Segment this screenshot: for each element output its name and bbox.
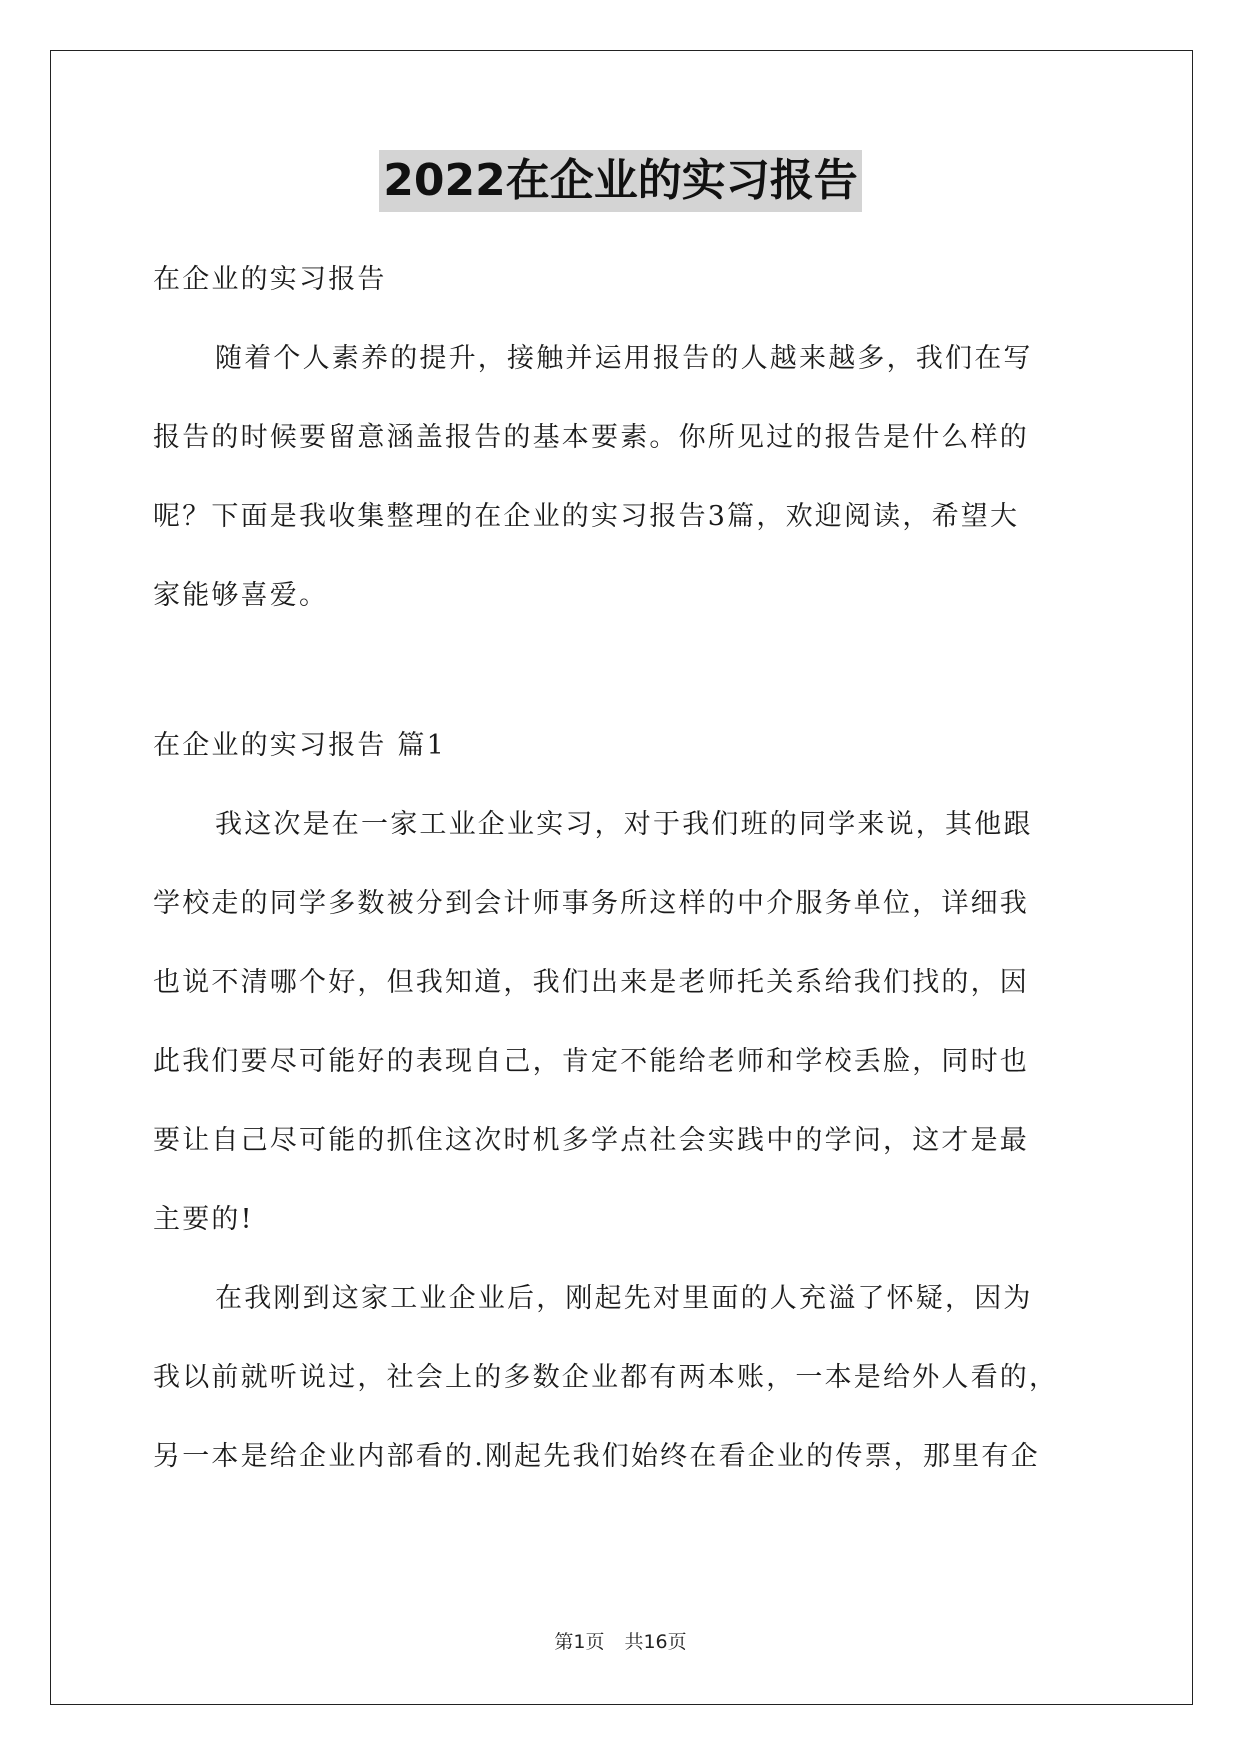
section-heading: 在企业的实习报告 篇1 bbox=[153, 730, 446, 761]
paragraph-2 bbox=[153, 1259, 1093, 1496]
paragraph-line: 另一本是给企业内部看的.刚起先我们始终在看企业的传票，那里有企 bbox=[153, 1441, 1040, 1472]
intro-line: 家能够喜爱。 bbox=[153, 580, 329, 611]
subtitle: 在企业的实习报告 bbox=[153, 264, 387, 295]
intro-line: 呢？下面是我收集整理的在企业的实习报告3篇，欢迎阅读，希望大 bbox=[153, 501, 1020, 532]
paragraph-line: 也说不清哪个好，但我知道，我们出来是老师托关系给我们找的，因 bbox=[153, 967, 1029, 998]
title-container bbox=[0, 150, 1241, 212]
paragraph-line: 学校走的同学多数被分到会计师事务所这样的中介服务单位，详细我 bbox=[153, 888, 1029, 919]
section-gap bbox=[153, 635, 1093, 706]
page-footer bbox=[0, 1627, 1241, 1654]
paragraph-line: 我这次是在一家工业企业实习，对于我们班的同学来说，其他跟 bbox=[215, 809, 1033, 840]
page-number-current: 第1页 bbox=[554, 1631, 605, 1653]
paragraph-line: 在我刚到这家工业企业后，刚起先对里面的人充溢了怀疑，因为 bbox=[215, 1283, 1033, 1314]
page-number-total: 共16页 bbox=[624, 1631, 687, 1653]
paragraph-1 bbox=[153, 785, 1093, 1259]
paragraph-line: 我以前就听说过，社会上的多数企业都有两本账，一本是给外人看的， bbox=[153, 1362, 1059, 1393]
intro-paragraph bbox=[153, 319, 1093, 635]
paragraph-line: 主要的! bbox=[153, 1204, 254, 1235]
document-title: 2022在企业的实习报告 bbox=[379, 150, 861, 212]
intro-line: 随着个人素养的提升，接触并运用报告的人越来越多，我们在写 bbox=[215, 343, 1033, 374]
paragraph-line: 要让自己尽可能的抓住这次时机多学点社会实践中的学问，这才是最 bbox=[153, 1125, 1029, 1156]
intro-line: 报告的时候要留意涵盖报告的基本要素。你所见过的报告是什么样的 bbox=[153, 422, 1029, 453]
document-body bbox=[153, 240, 1093, 1496]
paragraph-line: 此我们要尽可能好的表现自己，肯定不能给老师和学校丢脸，同时也 bbox=[153, 1046, 1029, 1077]
